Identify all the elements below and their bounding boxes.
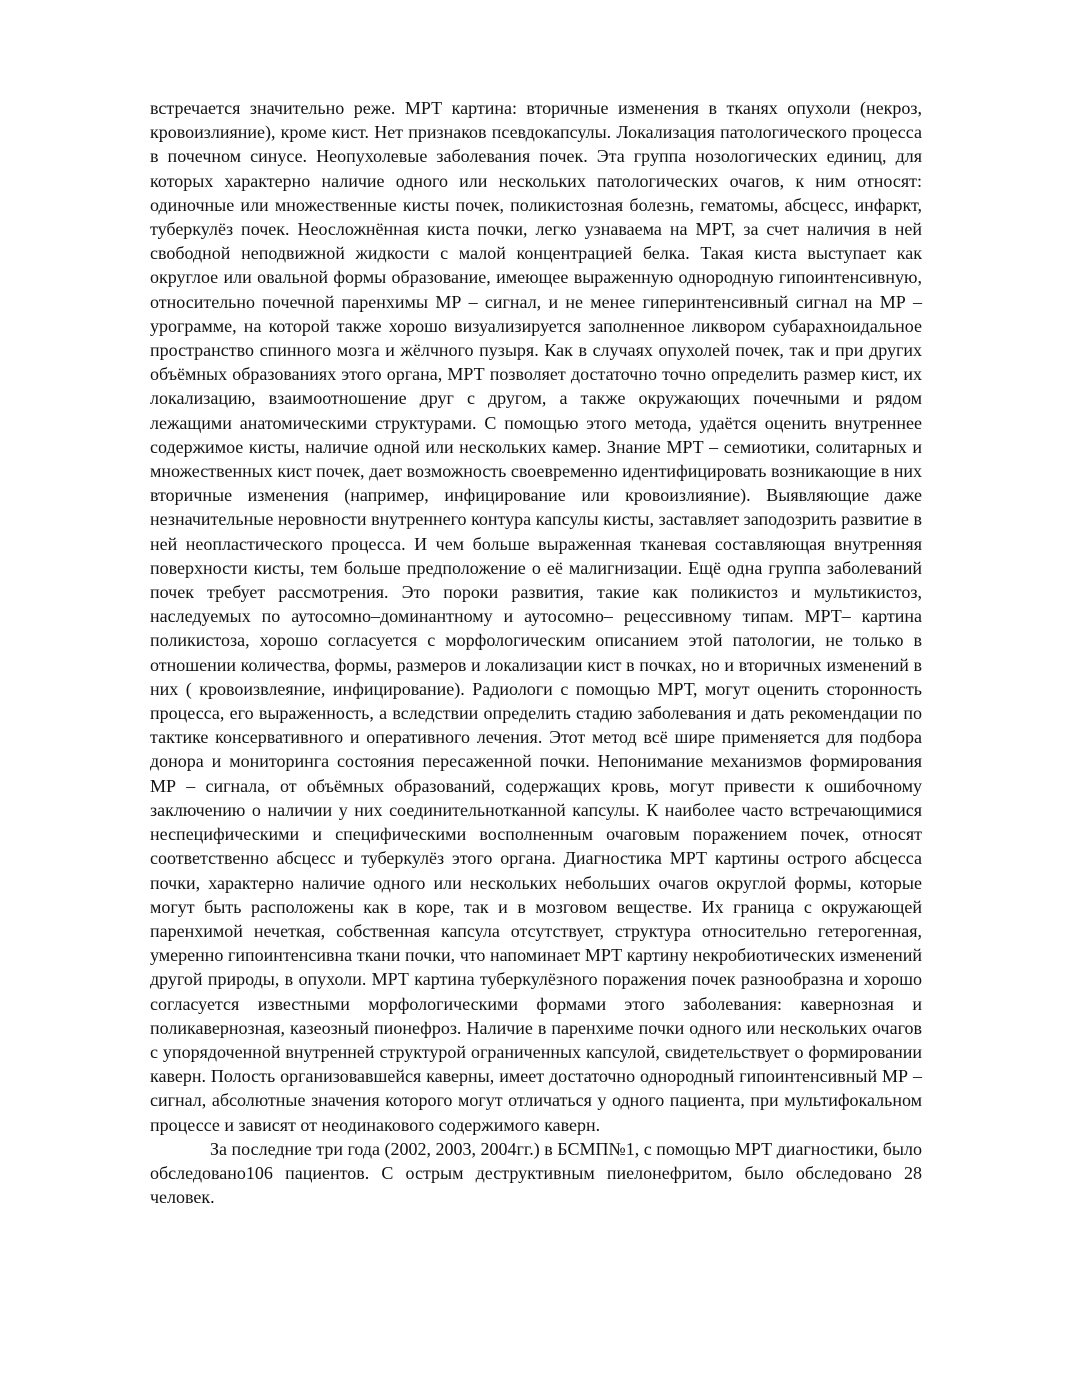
paragraph-statistics: За последние три года (2002, 2003, 2004гг.) в БСМП№1, с помощью МРТ диагностики, было обследовано106 пациентов. С острым деструктивным пиелонефритом, было обследовано 28 человек. bbox=[150, 1138, 922, 1208]
paragraph-main: встречается значительно реже. МРТ картина: вторичные изменения в тканях опухоли (некроз, кровоизлияние), кроме кист. Нет признаков псевдокапсулы. Локализация патологического процесса в почечном синусе. Неопухолевые заболевания почек. Эта группа нозологических единиц, для которых характерно наличие одного или нескольких патологических очагов, к ним относят: одиночные или множественные кисты почек, поликистозная болезнь, гематомы, абсцесс, инфаркт, туберкулёз почек. Неосложнённая киста почки, легко узнаваема на МРТ, за счет наличия в ней свободной неподвижной жидкости с малой концентрацией белка. Такая киста выступает как округлое или овальной формы образование, имеющее выраженную однородную гипоинтенсивную, относительно почечной паренхимы МР – сигнал, и не менее гиперинтенсивный сигнал на МР – урограмме, на которой также хорошо визуализируется заполненное ликвором субарахноидальное пространство спинного мозга и жёлчного пузыря. Как в случаях опухолей почек, так и при других объёмных образованиях этого органа, МРТ позволяет достаточно точно определить размер кист, их локализацию, взаимоотношение друг с другом, а также окружающих почечными и рядом лежащими анатомическими структурами. С помощью этого метода, удаётся оценить внутреннее содержимое кисты, наличие одной или нескольких камер. Знание МРТ – семиотики, солитарных и множественных кист почек, дает возможность своевременно идентифицировать возникающие в них вторичные изменения (например, инфицирование или кровоизлияние). Выявляющие даже незначительные неровности внутреннего контура капсулы кисты, заставляет заподозрить развитие в ней неопластического процесса. И чем больше выраженная тканевая составляющая внутренняя поверхности кисты, тем больше предположение о её малигнизации. Ещё одна группа заболеваний почек требует рассмотрения. Это пороки развития, такие как поликистоз и мультикистоз, наследуемых по аутосомно–доминантному и аутосомно– рецессивному типам. МРТ– картина поликистоза, хорошо согласуется с морфологическим описанием этой патологии, не только в отношении количества, формы, размеров и локализации кист в почках, но и вторичных изменений в них ( кровоизвлеяние, инфицирование). Радиологи с помощью МРТ, могут оценить сторонность процесса, его выраженность, а вследствии определить стадию заболевания и дать рекомендации по тактике консервативного и оперативного лечения. Этот метод всё шире применяется для подбора донора и мониторинга состояния пересаженной почки. Непонимание механизмов формирования МР – сигнала, от объёмных образований, содержащих кровь, могут привести к ошибочному заключению о наличии у них соединительнотканной капсулы. К наиболее часто встречающимися неспецифическими и специфическими восполненным очаговым поражением почек, относят соответственно абсцесс и туберкулёз этого органа. Диагностика МРТ картины острого абсцесса почки, характерно наличие одного или нескольких небольших очагов округлой формы, которые могут быть расположены как в коре, так и в мозговом веществе. Их граница с окружающей паренхимой нечеткая, собственная капсула отсутствует, структура относительно гетерогенная, умеренно гипоинтенсивна ткани почки, что напоминает МРТ картину некробиотических изменений другой природы, в опухоли. МРТ картина туберкулёзного поражения почек разнообразна и хорошо согласуется известными морфологическими формами этого заболевания: кавернозная и поликавернозная, казеозный пионефроз. Наличие в паренхиме почки одного или нескольких очагов с упорядоченной внутренней структурой ограниченных капсулой, свидетельствует о формировании каверн. Полость организовавшейся каверны, имеет достаточно однородный гипоинтенсивный МР – сигнал, абсолютные значения которого могут отличаться у одного пациента, при мультифокальном процессе и зависят от неодинакового содержимого каверн. bbox=[150, 98, 922, 1135]
document-page bbox=[150, 96, 922, 1209]
